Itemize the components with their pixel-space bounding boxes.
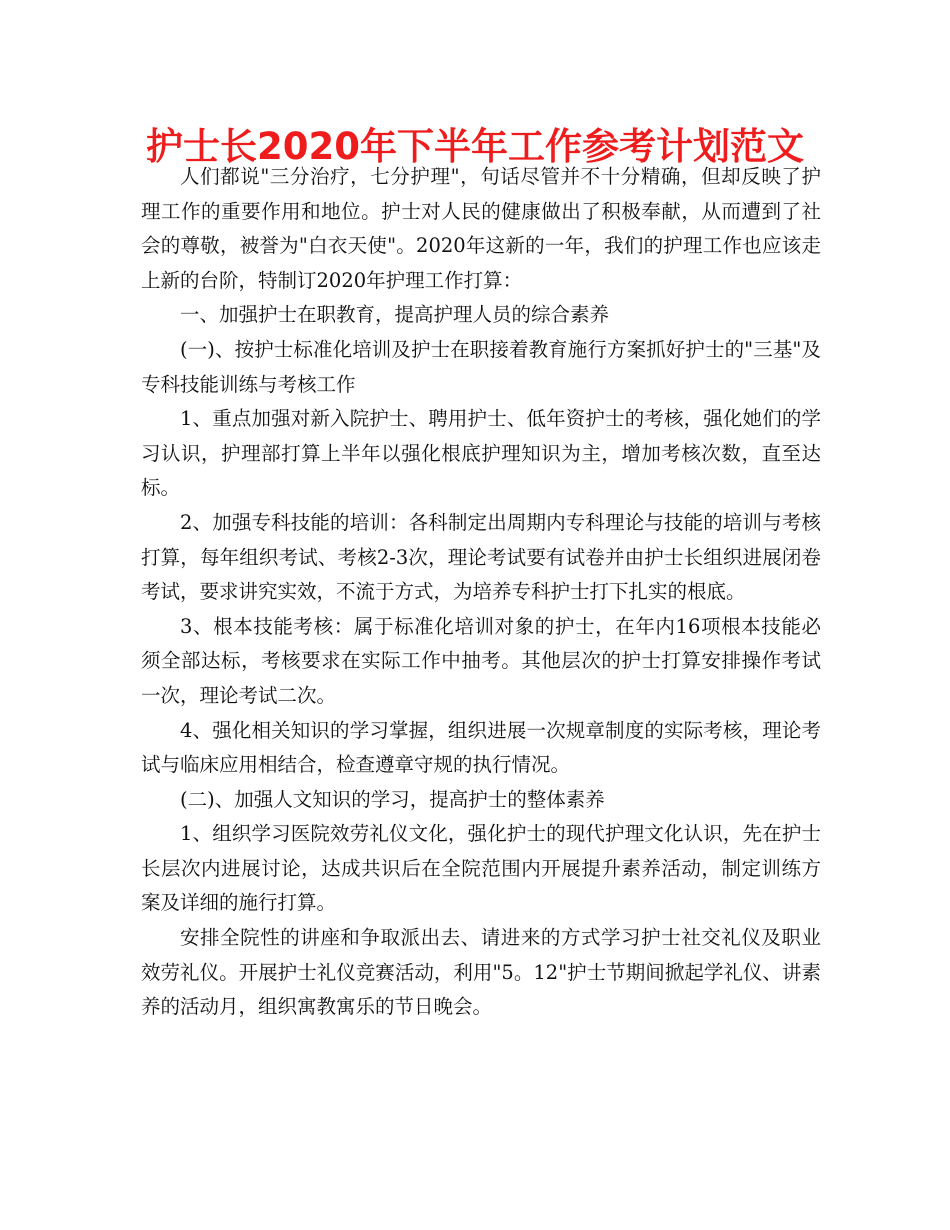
paragraph-item-5: 1、组织学习医院效劳礼仪文化，强化护士的现代护理文化认识，先在护士长层次内进展讨论，达成共识后在全院范围内开展提升素养活动，制定训练方案及详细的施行打算。 (141, 822, 821, 915)
subheading-2: (二)、加强人文知识的学习，提高护士的整体素养 (180, 787, 605, 811)
paragraph-item-6: 安排全院性的讲座和争取派出去、请进来的方式学习护士社交礼仪及职业效劳礼仪。开展护士礼仪竞赛活动，利用"5。12"护士节期间掀起学礼仪、讲素养的活动月，组织寓教寓乐的节日晚会。 (141, 926, 821, 1019)
document-body (141, 160, 821, 1025)
document-title: 护士长2020年下半年工作参考计划范文 (146, 125, 804, 168)
paragraph-intro: 人们都说"三分治疗，七分护理"，句话尽管并不十分精确，但却反映了护理工作的重要作用和地位。护士对人民的健康做出了积极奉献，从而遭到了社会的尊敬，被誉为"白衣天使"。2020年这新的一年，我们的护理工作也应该走上新的台阶，特制订2020年护理工作打算： (141, 165, 821, 292)
subheading-1: (一)、按护士标准化培训及护士在职接着教育施行方案抓好护士的"三基"及专科技能训练与考核工作 (141, 337, 821, 396)
heading-section-1: 一、加强护士在职教育，提高护理人员的综合素养 (180, 303, 610, 327)
paragraph-item-4: 4、强化相关知识的学习掌握，组织进展一次规章制度的实际考核，理论考试与临床应用相结合，检查遵章守规的执行情况。 (141, 718, 821, 777)
paragraph-item-1: 1、重点加强对新入院护士、聘用护士、低年资护士的考核，强化她们的学习认识，护理部打算上半年以强化根底护理知识为主，增加考核次数，直至达标。 (141, 407, 821, 500)
paragraph-item-2: 2、加强专科技能的培训：各科制定出周期内专科理论与技能的培训与考核打算，每年组织考试、考核2-3次，理论考试要有试卷并由护士长组织进展闭卷考试，要求讲究实效，不流于方式，为培养专科护士打下扎实的根底。 (141, 510, 821, 604)
paragraph-item-3: 3、根本技能考核：属于标准化培训对象的护士，在年内16项根本技能必须全部达标，考核要求在实际工作中抽考。其他层次的护士打算安排操作考试一次，理论考试二次。 (141, 614, 821, 707)
